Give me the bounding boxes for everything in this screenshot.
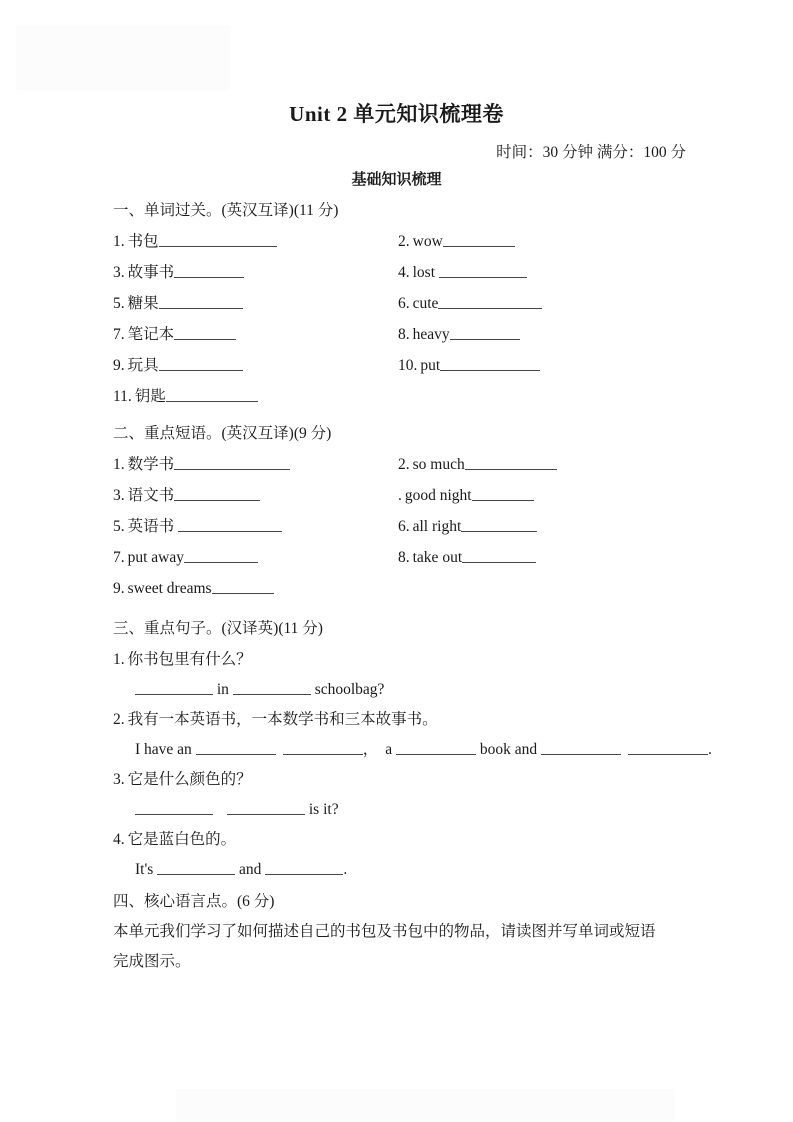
- item-text: 英语书: [127, 518, 179, 535]
- exercise-row: [113, 516, 693, 547]
- answer-blank[interactable]: [227, 799, 305, 815]
- sentence-answer-line: [113, 739, 712, 769]
- exercise-row: [113, 485, 693, 516]
- item-text: all right: [412, 518, 462, 535]
- answer-fragment: and: [235, 861, 266, 878]
- item-text: 笔记本: [127, 326, 175, 343]
- section-heading: 一、单词过关。(英汉互译)(11 分): [113, 202, 339, 219]
- language-point-body-line-2: 完成图示。: [113, 953, 191, 970]
- answer-blank[interactable]: [438, 293, 542, 309]
- item-text: heavy: [412, 326, 450, 343]
- item-text: 语文书: [127, 487, 175, 504]
- exercise-item: [398, 454, 693, 476]
- exercise-row: [113, 454, 693, 485]
- prompt-text: 你书包里有什么？: [127, 651, 252, 668]
- answer-blank[interactable]: [541, 739, 621, 755]
- item-text: so much: [412, 456, 465, 473]
- item-text: lost: [412, 264, 439, 281]
- item-number: 2.: [113, 711, 125, 728]
- exercise-row: [113, 578, 693, 609]
- answer-blank[interactable]: [174, 262, 244, 278]
- answer-blank[interactable]: [283, 739, 363, 755]
- answer-fragment: is it?: [305, 801, 339, 818]
- item-text: take out: [412, 549, 463, 566]
- section-sentences: [113, 618, 712, 889]
- exam-meta-line: 时间：30 分钟 满分：100 分: [496, 144, 686, 161]
- answer-blank[interactable]: [212, 578, 274, 594]
- section-heading: 二、重点短语。(英汉互译)(9 分): [113, 425, 332, 442]
- item-number: 9.: [113, 357, 125, 374]
- item-text: 故事书: [127, 264, 175, 281]
- exercise-item: [113, 578, 398, 600]
- answer-blank[interactable]: [174, 485, 260, 501]
- answer-fragment: It's: [135, 861, 158, 878]
- prompt-text: 我有一本英语书，一本数学书和三本故事书。: [127, 711, 438, 728]
- item-text: good night: [404, 487, 472, 504]
- item-number: 8.: [398, 326, 410, 343]
- scan-artifact-bottom: [176, 1089, 675, 1121]
- exercise-row: [113, 324, 693, 355]
- exercise-item: [113, 516, 398, 538]
- exercise-row: [113, 262, 693, 293]
- answer-blank[interactable]: [174, 324, 236, 340]
- answer-blank[interactable]: [628, 739, 708, 755]
- item-number: 2.: [398, 233, 410, 250]
- sentence-prompt: [113, 649, 693, 679]
- answer-fragment: .: [707, 741, 712, 758]
- sentence-prompt: [113, 769, 693, 799]
- answer-blank[interactable]: [440, 355, 540, 371]
- sentence-answer-line: [113, 679, 693, 709]
- item-number: 5.: [113, 295, 125, 312]
- language-point-body-line-1: 本单元我们学习了如何描述自己的书包及书包中的物品，请读图并写单词或短语: [113, 923, 656, 940]
- page-title: Unit 2 单元知识梳理卷: [289, 102, 504, 126]
- item-number: 3.: [113, 264, 125, 281]
- answer-fragment: I have an: [135, 741, 196, 758]
- item-text: cute: [412, 295, 439, 312]
- answer-blank[interactable]: [157, 859, 235, 875]
- item-text: sweet dreams: [127, 580, 212, 597]
- exercise-item: [398, 324, 693, 346]
- answer-blank[interactable]: [461, 516, 537, 532]
- exercise-item: [113, 547, 398, 569]
- answer-blank[interactable]: [233, 679, 311, 695]
- answer-blank[interactable]: [443, 231, 515, 247]
- section-phrases: [113, 423, 693, 609]
- answer-blank[interactable]: [265, 859, 343, 875]
- item-number: 1.: [113, 456, 125, 473]
- item-text: 书包: [127, 233, 159, 250]
- item-number: 4.: [398, 264, 410, 281]
- answer-blank[interactable]: [159, 355, 243, 371]
- exercise-item: [398, 355, 693, 377]
- item-text: 钥匙: [134, 388, 166, 405]
- item-text: wow: [412, 233, 443, 250]
- exercise-item: [113, 231, 398, 253]
- section-subtitle: 基础知识梳理: [351, 172, 442, 188]
- item-number: 11.: [113, 388, 132, 405]
- prompt-text: 它是什么颜色的？: [127, 771, 252, 788]
- section-heading: 四、核心语言点。(6 分): [113, 893, 275, 910]
- exercise-item: [113, 355, 398, 377]
- exercise-item: [113, 293, 398, 315]
- item-text: 数学书: [127, 456, 175, 473]
- answer-blank[interactable]: [450, 324, 520, 340]
- exercise-item: [398, 485, 693, 507]
- exercise-row: [113, 386, 693, 417]
- sentence-answer-line: [113, 799, 693, 829]
- section-vocabulary: [113, 200, 693, 417]
- item-number: 4.: [113, 831, 125, 848]
- item-number: 7.: [113, 326, 125, 343]
- answer-fragment: a: [385, 741, 396, 758]
- item-number: 5.: [113, 518, 125, 535]
- answer-fragment: schoolbag?: [310, 681, 385, 698]
- answer-blank[interactable]: [472, 485, 534, 501]
- sentence-answer-line: [113, 859, 693, 889]
- section-heading: 三、重点句子。(汉译英)(11 分): [113, 620, 323, 637]
- answer-fragment: book and: [475, 741, 541, 758]
- answer-blank[interactable]: [396, 739, 476, 755]
- answer-blank[interactable]: [159, 231, 277, 247]
- item-number: 1.: [113, 233, 125, 250]
- vocabulary-item-grid: [113, 231, 693, 417]
- sentence-prompt: [113, 709, 693, 739]
- answer-blank[interactable]: [465, 454, 557, 470]
- exercise-item: [398, 262, 693, 284]
- answer-blank[interactable]: [462, 547, 536, 563]
- section-language-point: [113, 891, 693, 977]
- item-text: put: [420, 357, 441, 374]
- item-number: 6.: [398, 295, 410, 312]
- answer-blank[interactable]: [135, 799, 213, 815]
- prompt-text: 它是蓝白色的。: [127, 831, 237, 848]
- item-number: 2.: [398, 456, 410, 473]
- answer-fragment: ，: [362, 741, 379, 758]
- answer-blank[interactable]: [184, 547, 258, 563]
- item-number: 3.: [113, 771, 125, 788]
- item-text: put away: [127, 549, 185, 566]
- answer-fragment: in: [213, 681, 233, 698]
- item-number: .: [398, 487, 402, 504]
- answer-blank[interactable]: [159, 293, 243, 309]
- item-number: 9.: [113, 580, 125, 597]
- answer-blank[interactable]: [135, 679, 213, 695]
- item-number: 7.: [113, 549, 125, 566]
- exercise-item: [113, 485, 398, 507]
- phrase-item-grid: [113, 454, 693, 609]
- answer-fragment: .: [343, 861, 348, 878]
- item-number: 1.: [113, 651, 125, 668]
- exercise-row: [113, 231, 693, 262]
- answer-blank[interactable]: [196, 739, 276, 755]
- answer-blank[interactable]: [174, 454, 290, 470]
- item-text: 糖果: [127, 295, 159, 312]
- item-number: 10.: [398, 357, 418, 374]
- exercise-item: [113, 454, 398, 476]
- exercise-item: [398, 231, 693, 253]
- exercise-row: [113, 547, 693, 578]
- item-number: 8.: [398, 549, 410, 566]
- answer-blank[interactable]: [166, 386, 258, 402]
- exercise-item: [398, 293, 693, 315]
- sentence-prompt: [113, 829, 693, 859]
- exercise-item: [113, 324, 398, 346]
- exercise-item: [398, 547, 693, 569]
- answer-blank[interactable]: [178, 516, 282, 532]
- item-text: 玩具: [127, 357, 159, 374]
- item-number: 6.: [398, 518, 410, 535]
- exercise-item: [113, 262, 398, 284]
- answer-blank[interactable]: [439, 262, 527, 278]
- exercise-item: [113, 386, 398, 408]
- item-number: 3.: [113, 487, 125, 504]
- scan-artifact-top: [16, 26, 230, 90]
- paper-content: [113, 200, 712, 977]
- exercise-row: [113, 293, 693, 324]
- exercise-row: [113, 355, 693, 386]
- exercise-item: [398, 516, 693, 538]
